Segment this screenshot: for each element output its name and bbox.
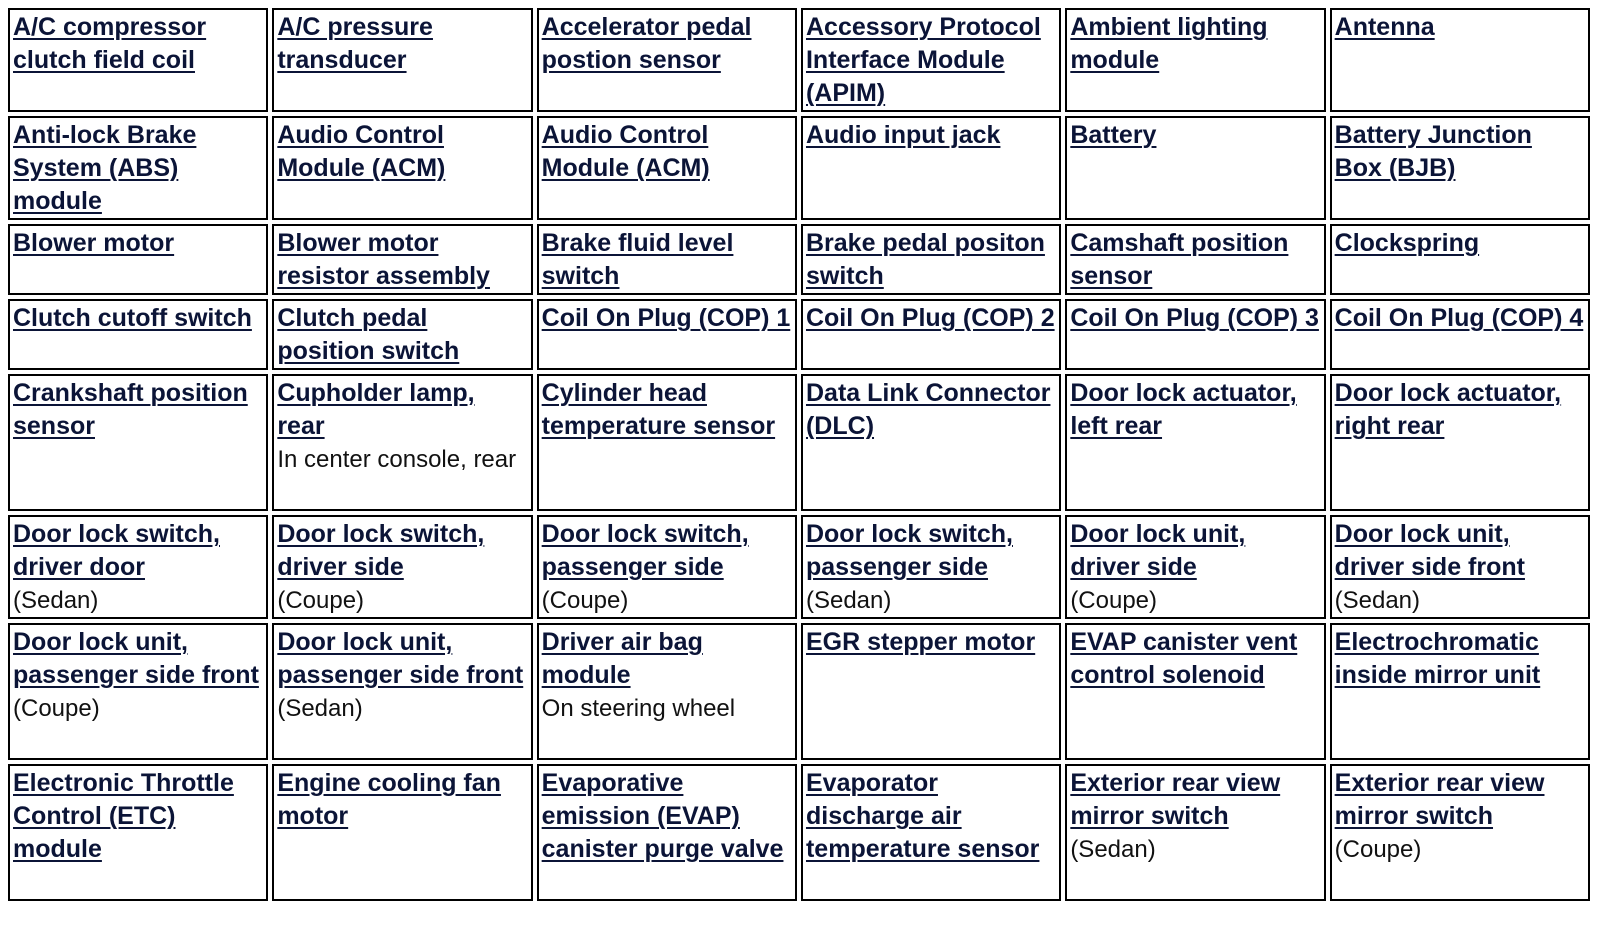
component-link[interactable]: Door lock actuator, right rear: [1334, 379, 1562, 440]
component-link[interactable]: Door lock unit, passenger side front: [13, 628, 259, 689]
component-cell: [801, 116, 1061, 220]
component-link[interactable]: Coil On Plug (COP) 3: [1070, 304, 1319, 332]
component-cell: [537, 623, 797, 760]
component-link[interactable]: Engine cooling fan motor: [277, 769, 501, 830]
location-note: (Coupe): [1334, 836, 1422, 863]
component-link[interactable]: Door lock switch, passenger side: [541, 520, 749, 581]
component-cell: [1330, 8, 1590, 112]
table-row: [8, 8, 1590, 112]
component-link[interactable]: A/C pressure transducer: [277, 13, 433, 74]
table-body: [8, 8, 1590, 901]
component-cell: [801, 374, 1061, 511]
component-cell: [1330, 299, 1590, 370]
component-link[interactable]: Cylinder head temperature sensor: [541, 379, 776, 440]
component-cell: [1330, 515, 1590, 619]
component-link[interactable]: Driver air bag module: [541, 628, 703, 689]
component-cell: [8, 299, 268, 370]
component-link[interactable]: Brake fluid level switch: [541, 229, 734, 290]
component-link[interactable]: Evaporator discharge air temperature sensor: [805, 769, 1040, 863]
component-cell: [537, 515, 797, 619]
component-link[interactable]: Exterior rear view mirror switch: [1070, 769, 1281, 830]
component-cell: [8, 224, 268, 295]
component-link[interactable]: Ambient lighting module: [1070, 13, 1268, 74]
component-cell: [1065, 299, 1325, 370]
component-cell: [1065, 116, 1325, 220]
location-note: (Sedan): [1334, 587, 1421, 614]
component-link[interactable]: Door lock switch, driver door: [13, 520, 220, 581]
table-row: [8, 116, 1590, 220]
component-link[interactable]: Door lock switch, driver side: [277, 520, 485, 581]
location-note: (Coupe): [277, 587, 365, 614]
component-link[interactable]: Door lock actuator, left rear: [1070, 379, 1297, 440]
component-link[interactable]: Door lock unit, driver side front: [1334, 520, 1525, 581]
component-link[interactable]: Clutch pedal position switch: [277, 304, 460, 365]
component-link[interactable]: Clockspring: [1334, 229, 1480, 257]
component-link[interactable]: Coil On Plug (COP) 4: [1334, 304, 1584, 332]
component-link[interactable]: EGR stepper motor: [805, 628, 1036, 656]
table-row: [8, 224, 1590, 295]
component-link[interactable]: Clutch cutoff switch: [13, 304, 252, 332]
component-cell: [272, 764, 532, 901]
component-cell: [8, 515, 268, 619]
component-cell: [272, 623, 532, 760]
component-link[interactable]: EVAP canister vent control solenoid: [1070, 628, 1298, 689]
component-link[interactable]: Coil On Plug (COP) 1: [541, 304, 791, 332]
component-cell: [801, 515, 1061, 619]
component-cell: [272, 515, 532, 619]
component-cell: [801, 299, 1061, 370]
component-cell: [8, 8, 268, 112]
component-cell: [537, 224, 797, 295]
component-link[interactable]: Door lock switch, passenger side: [805, 520, 1013, 581]
component-link[interactable]: Electrochromatic inside mirror unit: [1334, 628, 1541, 689]
location-note: (Sedan): [1070, 836, 1156, 863]
location-note: (Sedan): [805, 587, 892, 614]
component-cell: [537, 299, 797, 370]
component-cell: [1065, 8, 1325, 112]
component-link[interactable]: Battery: [1070, 121, 1157, 149]
component-link[interactable]: Accessory Protocol Interface Module (APIM): [805, 13, 1041, 107]
component-cell: [8, 374, 268, 511]
component-link[interactable]: Coil On Plug (COP) 2: [805, 304, 1055, 332]
component-link[interactable]: Anti-lock Brake System (ABS) module: [13, 121, 197, 215]
component-cell: [537, 116, 797, 220]
component-cell: [801, 764, 1061, 901]
component-cell: [1065, 515, 1325, 619]
component-cell: [8, 116, 268, 220]
component-cell: [272, 116, 532, 220]
component-cell: [8, 623, 268, 760]
component-cell: [1065, 374, 1325, 511]
location-note: (Coupe): [13, 695, 100, 722]
component-link[interactable]: Antenna: [1334, 13, 1435, 41]
component-link[interactable]: Electronic Throttle Control (ETC) module: [13, 769, 234, 863]
component-link[interactable]: Blower motor resistor assembly: [277, 229, 490, 290]
component-cell: [537, 8, 797, 112]
component-link[interactable]: Battery Junction Box (BJB): [1334, 121, 1532, 182]
component-cell: [1065, 224, 1325, 295]
location-note: (Sedan): [277, 695, 363, 722]
location-note: (Coupe): [1070, 587, 1158, 614]
component-cell: [1330, 374, 1590, 511]
component-cell: [272, 299, 532, 370]
component-cell: [1330, 623, 1590, 760]
component-link[interactable]: Door lock unit, passenger side front: [277, 628, 524, 689]
component-link[interactable]: Camshaft position sensor: [1070, 229, 1289, 290]
location-note: On steering wheel: [541, 695, 736, 722]
table-row: [8, 374, 1590, 511]
component-link[interactable]: Accelerator pedal postion sensor: [541, 13, 752, 74]
location-note: In center console, rear: [277, 446, 517, 473]
table-row: [8, 623, 1590, 760]
component-cell: [272, 224, 532, 295]
component-link[interactable]: A/C compressor clutch field coil: [13, 13, 207, 74]
component-link[interactable]: Evaporative emission (EVAP) canister purge valve: [541, 769, 784, 863]
component-cell: [537, 764, 797, 901]
location-note: (Sedan): [13, 587, 99, 614]
component-cell: [1330, 224, 1590, 295]
component-link[interactable]: Cupholder lamp, rear: [277, 379, 475, 440]
component-cell: [1065, 623, 1325, 760]
component-link[interactable]: Brake pedal positon switch: [805, 229, 1045, 290]
component-link[interactable]: Crankshaft position sensor: [13, 379, 248, 440]
component-cell: [537, 374, 797, 511]
component-cell: [801, 224, 1061, 295]
component-cell: [272, 374, 532, 511]
component-link[interactable]: Audio Control Module (ACM): [541, 121, 710, 182]
table-row: [8, 764, 1590, 901]
table-row: [8, 299, 1590, 370]
component-link[interactable]: Exterior rear view mirror switch: [1334, 769, 1545, 830]
component-link[interactable]: Door lock unit, driver side: [1070, 520, 1246, 581]
component-cell: [272, 8, 532, 112]
component-cell: [1065, 764, 1325, 901]
component-cell: [8, 764, 268, 901]
component-cell: [801, 623, 1061, 760]
component-cell: [801, 8, 1061, 112]
component-cell: [1330, 764, 1590, 901]
location-note: (Coupe): [541, 587, 629, 614]
component-link[interactable]: Audio Control Module (ACM): [277, 121, 446, 182]
table-row: [8, 515, 1590, 619]
component-link[interactable]: Data Link Connector (DLC): [805, 379, 1051, 440]
component-link[interactable]: Audio input jack: [805, 121, 1001, 149]
component-cell: [1330, 116, 1590, 220]
component-link[interactable]: Blower motor: [13, 229, 175, 257]
component-location-table: [4, 4, 1594, 905]
